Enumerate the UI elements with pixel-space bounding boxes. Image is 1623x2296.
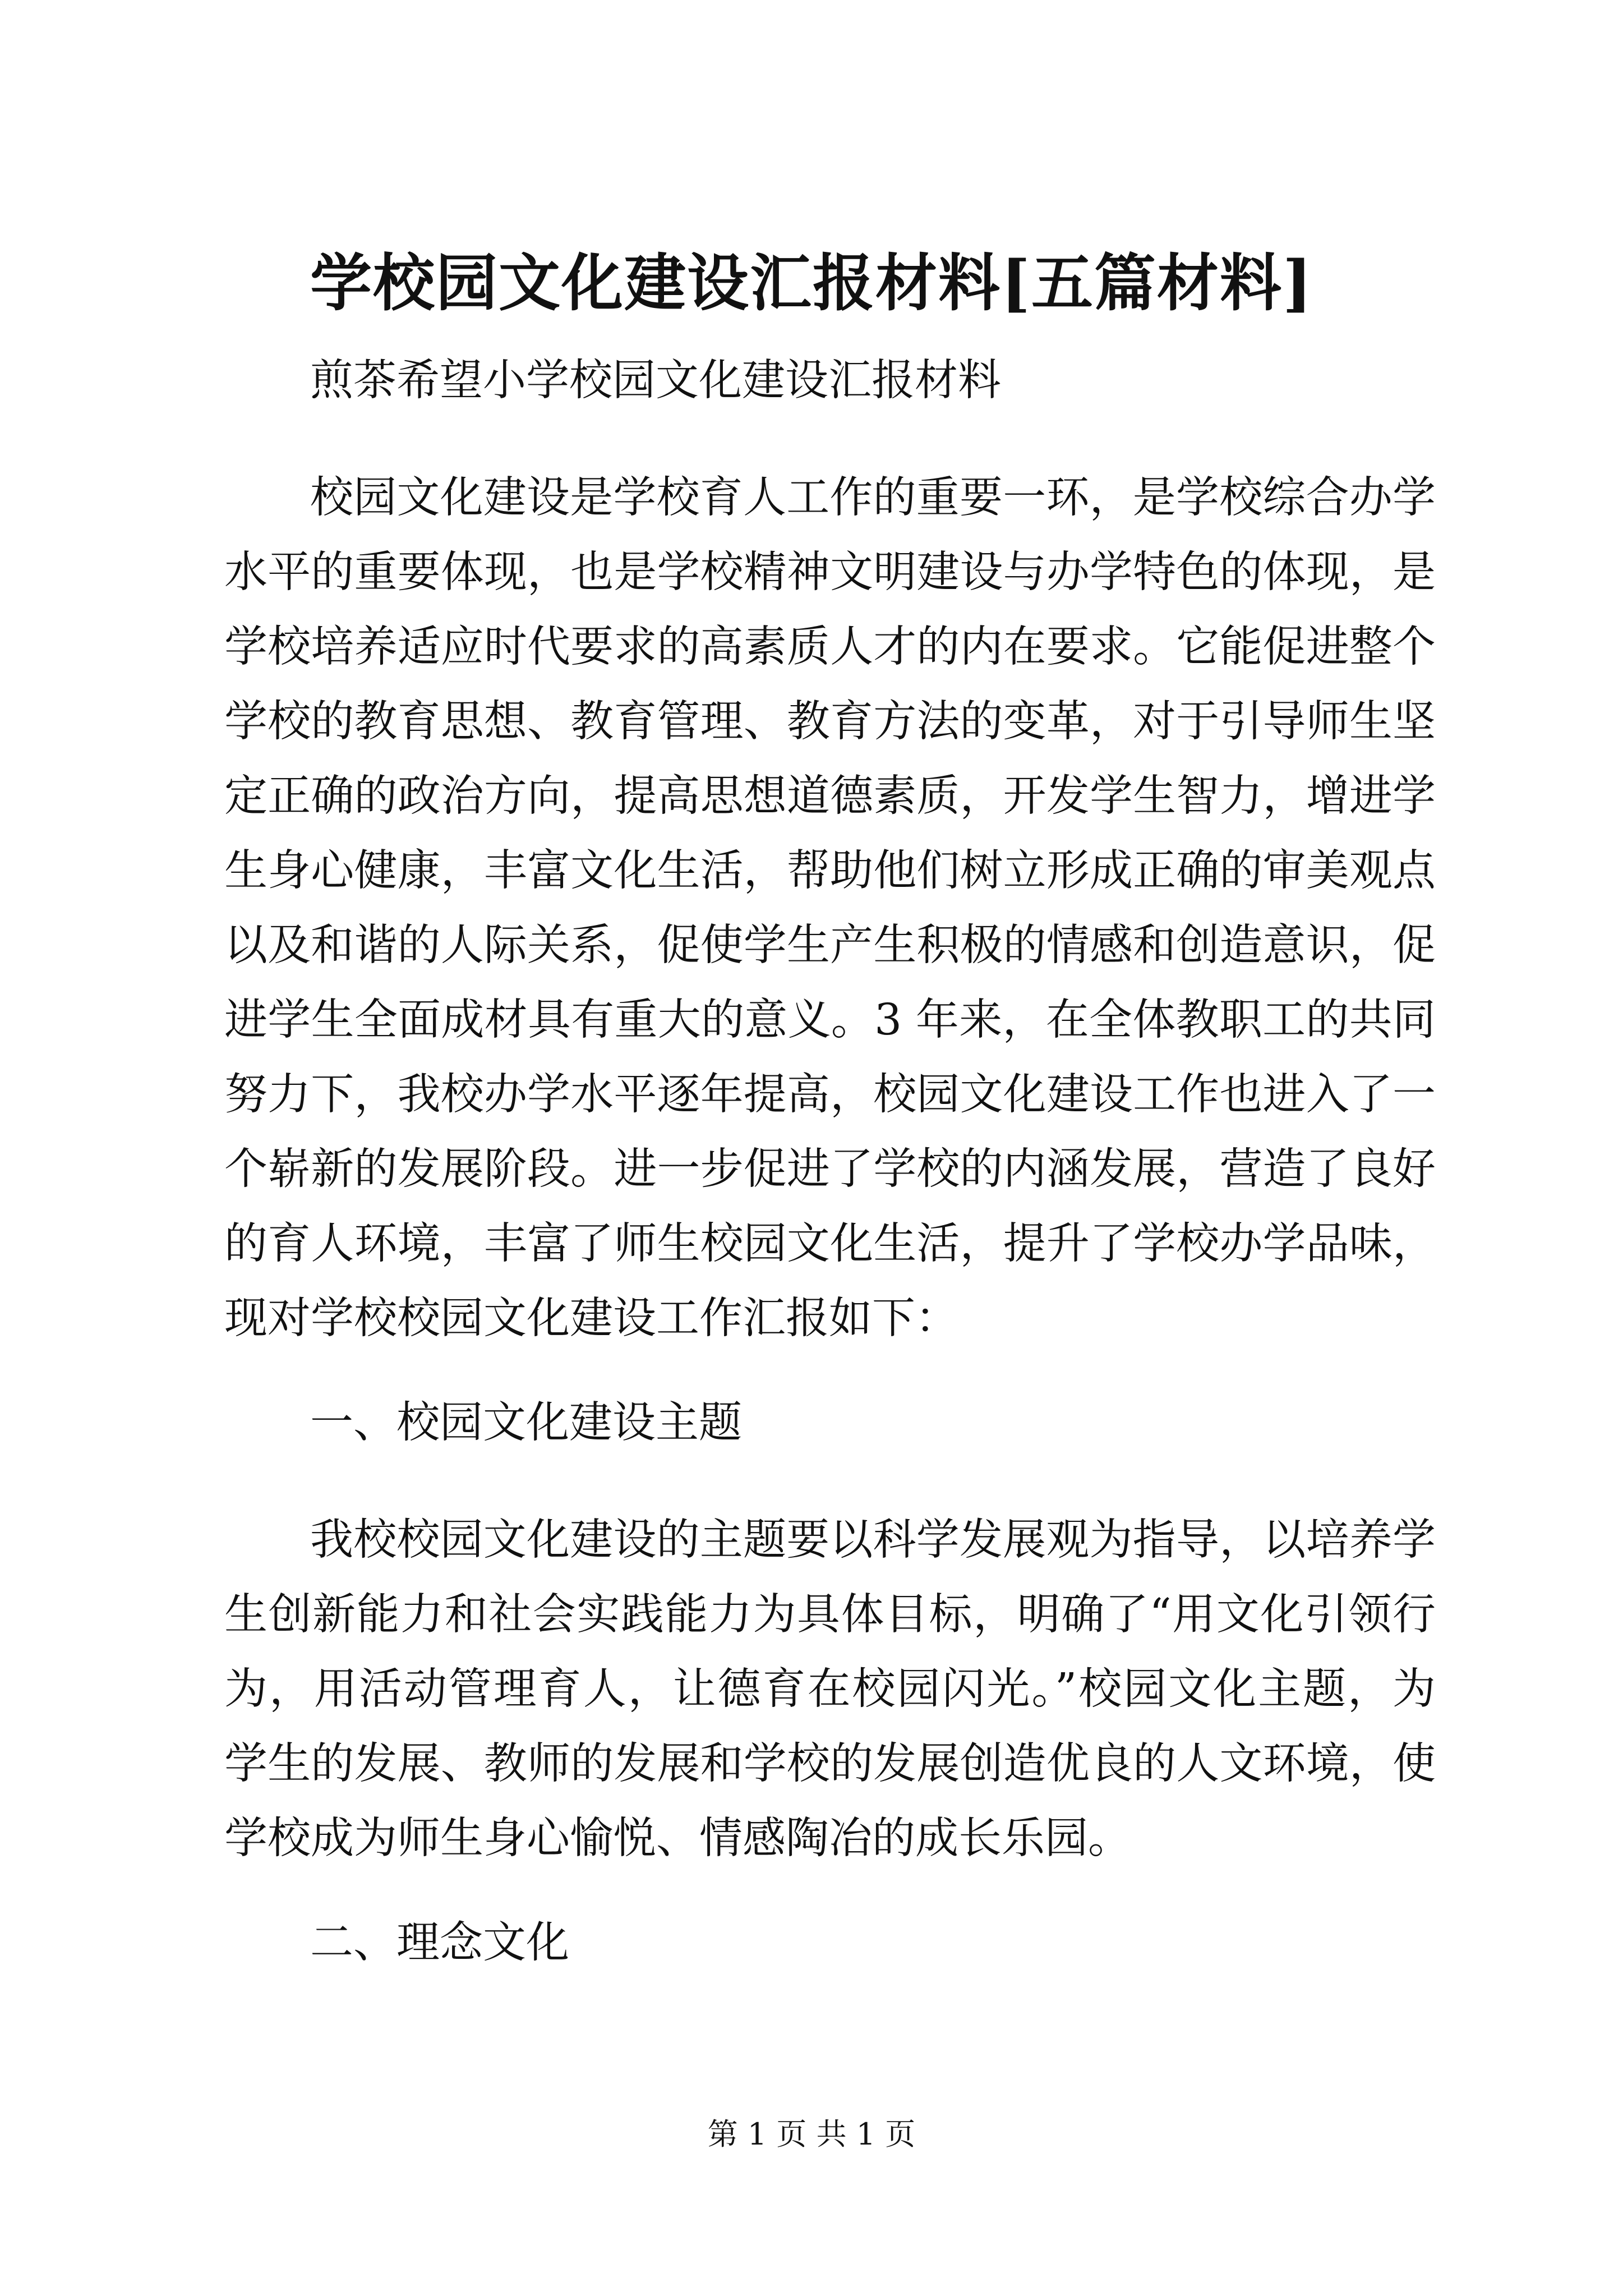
paragraph-line: 定正确的政治方向，提高思想道德素质，开发学生智力，增进学 [224,771,1436,821]
page-footer: 第 1 页 共 1 页 [707,2116,916,2152]
paragraph-line: 学校成为师生身心愉悦、情感陶冶的成长乐园。 [224,1814,1131,1864]
subtitle-line: 煎茶希望小学校园文化建设汇报材料 [310,356,1001,406]
paragraph-line: 生创新能力和社会实践能力为具体目标，明确了“用文化引领行 [224,1590,1436,1640]
paragraph-line: 学校培养适应时代要求的高素质人才的内在要求。它能促进整个 [224,622,1436,672]
paragraph-line: 学校的教育思想、教育管理、教育方法的变革，对于引导师生坚 [224,697,1436,747]
paragraph-line: 学生的发展、教师的发展和学校的发展创造优良的人文环境，使 [224,1739,1436,1789]
paragraph-line: 生身心健康，丰富文化生活，帮助他们树立形成正确的审美观点 [224,846,1436,896]
paragraph-line: 的育人环境，丰富了师生校园文化生活，提升了学校办学品味， [224,1219,1436,1269]
paragraph-line: 为，用活动管理育人，让德育在校园闪光。”校园文化主题，为 [224,1664,1436,1714]
section-heading-2: 二、理念文化 [310,1918,569,1968]
paragraph-line: 以及和谐的人际关系，促使学生产生积极的情感和创造意识，促 [224,921,1436,970]
paragraph-line: 现对学校校园文化建设工作汇报如下： [224,1294,958,1343]
section-heading-1: 一、校园文化建设主题 [310,1398,742,1448]
document-title: 学校园文化建设汇报材料[五篇材料] [310,247,1313,319]
paragraph-line: 我校校园文化建设的主题要以科学发展观为指导，以培养学 [310,1515,1436,1565]
paragraph-line: 水平的重要体现，也是学校精神文明建设与办学特色的体现，是 [224,547,1436,597]
paragraph-line: 进学生全面成材具有重大的意义。3 年来，在全体教职工的共同 [224,995,1436,1045]
paragraph-line: 个崭新的发展阶段。进一步促进了学校的内涵发展，营造了良好 [224,1144,1436,1194]
paragraph-line: 努力下，我校办学水平逐年提高，校园文化建设工作也进入了一 [224,1070,1436,1120]
paragraph-line: 校园文化建设是学校育人工作的重要一环，是学校综合办学 [310,473,1436,523]
